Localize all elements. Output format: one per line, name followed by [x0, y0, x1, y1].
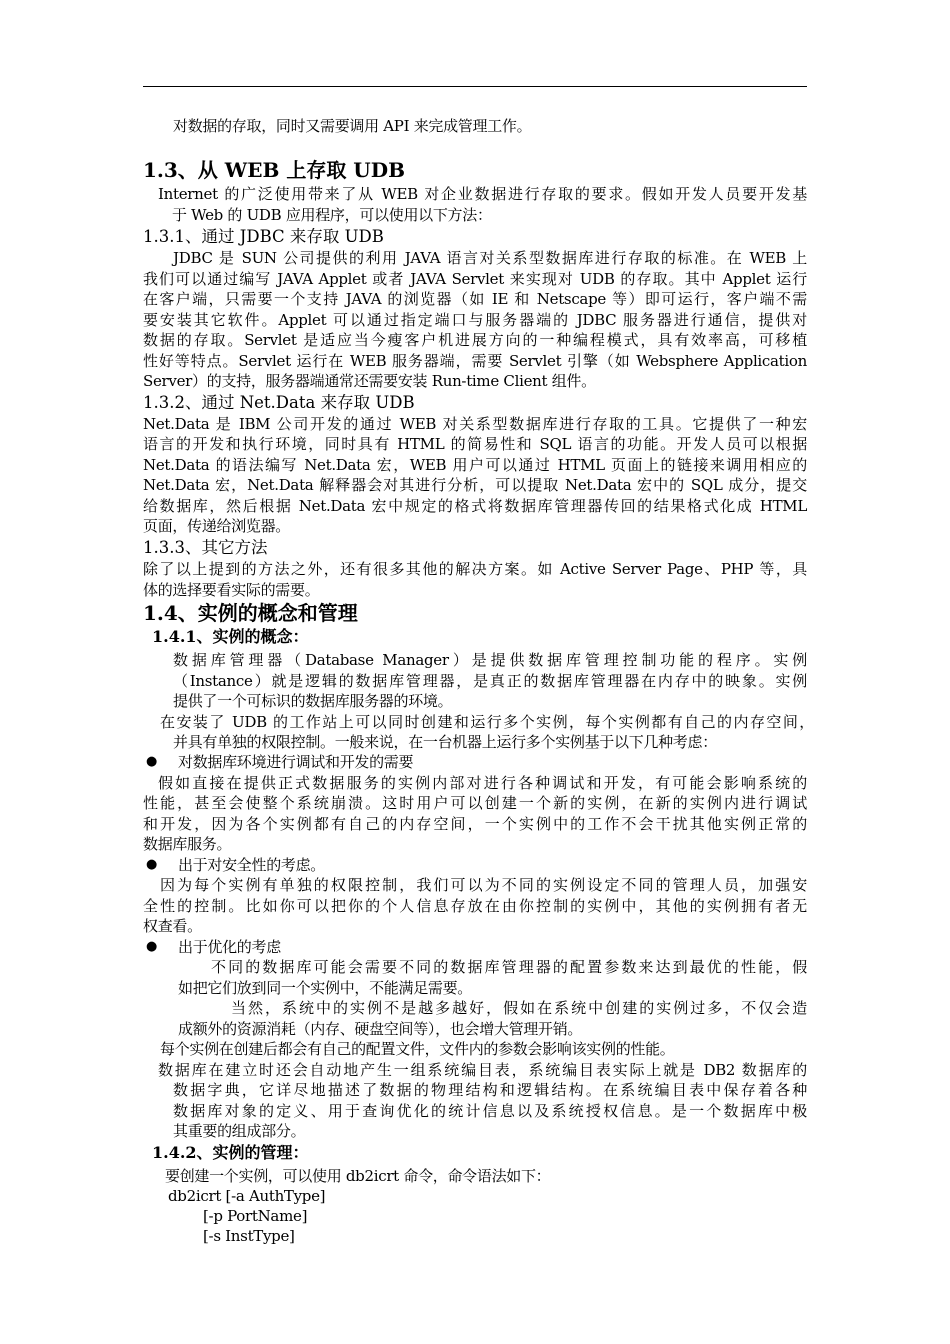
other-methods-line: 除了以上提到的方法之外，还有很多其他的解决方案。如 Active Server Page、PHP 等，具: [143, 560, 807, 578]
section-1-3-2-heading: 1.3.2、通过 Net.Data 来存取 UDB: [143, 393, 415, 412]
bullet-body-line: 假如直接在提供正式数据服务的实例内部对进行各种调试和开发，有可能会影响系统的: [158, 774, 807, 792]
instance-def-line: （Instance）就是逻辑的数据库管理器，是真正的数据库管理器在内存中的映象。实例: [173, 672, 807, 690]
jdbc-para-line: 数据的存取。Servlet 是适应当今瘦客户机进展方向的一种编程模式，具有效率高，可移植: [143, 331, 807, 349]
command-line: [-p PortName]: [203, 1207, 308, 1225]
bullet-body-line: 因为每个实例有单独的权限控制，我们可以为不同的实例设定不同的管理人员，加强安: [160, 876, 807, 894]
header-rule: [143, 86, 807, 87]
bullet-icon: ●: [146, 857, 158, 872]
bullet-body-line: 全性的控制。比如你可以把你的个人信息存放在由你控制的实例中，其他的实例拥有者无: [143, 897, 807, 915]
bullet-body-line: 当然，系统中的实例不是越多越好，假如在系统中创建的实例过多，不仅会造: [231, 999, 807, 1017]
sec13-para-line: 于 Web 的 UDB 应用程序，可以使用以下方法：: [172, 206, 492, 224]
command-line: db2icrt [-a AuthType]: [168, 1187, 326, 1205]
catalog-line: 数据库在建立时还会自动地产生一组系统编目表，系统编目表实际上就是 DB2 数据库的: [158, 1061, 807, 1079]
bullet-body-line: 如把它们放到同一个实例中，不能满足需要。: [178, 979, 473, 997]
section-1-4-heading: 1.4、实例的概念和管理: [143, 601, 358, 625]
bullet-body-line: 成额外的资源消耗（内存、硬盘空间等），也会增大管理开销。: [178, 1020, 583, 1038]
other-methods-line: 体的选择要看实际的需要。: [143, 581, 320, 599]
bullet-body-line: 性能，甚至会使整个系统崩溃。这时用户可以创建一个新的实例，在新的实例内进行调试: [143, 794, 807, 812]
sec13-para-line: Internet 的广泛使用带来了从 WEB 对企业数据进行存取的要求。假如开发人员要开发基: [158, 185, 807, 203]
catalog-line: 数据库对象的定义、用于查询优化的统计信息以及系统授权信息。是一个数据库中极: [173, 1102, 807, 1120]
instance-def-line: 提供了一个可标识的数据库服务器的环境。: [173, 692, 453, 710]
intro-line: 对数据的存取，同时又需要调用 API 来完成管理工作。: [173, 117, 532, 135]
multi-instance-line: 在安装了 UDB 的工作站上可以同时创建和运行多个实例，每个实例都有自己的内存空间，: [160, 713, 814, 731]
section-1-3-1-heading: 1.3.1、通过 JDBC 来存取 UDB: [143, 227, 384, 246]
jdbc-para-line: Server）的支持，服务器端通常还需要安装 Run-time Client 组件。: [143, 372, 596, 390]
bullet-title: 出于优化的考虑: [178, 938, 281, 956]
bullet-body-line: 权查看。: [143, 917, 202, 935]
bullet-body-line: 数据库服务。: [143, 835, 232, 853]
netdata-para-line: 页面，传递给浏览器。: [143, 517, 291, 535]
multi-instance-line: 并具有单独的权限控制。一般来说，在一台机器上运行多个实例基于以下几种考虑：: [173, 733, 717, 751]
jdbc-para-line: JDBC 是 SUN 公司提供的利用 JAVA 语言对关系型数据库进行存取的标准。在 WEB 上: [173, 249, 807, 267]
jdbc-para-line: 在客户端，只需要一个支持 JAVA 的浏览器（如 IE 和 Netscape 等）即可运行，客户端不需: [143, 290, 807, 308]
config-file-line: 每个实例在创建后都会有自己的配置文件，文件内的参数会影响该实例的性能。: [160, 1040, 675, 1058]
section-1-3-3-heading: 1.3.3、其它方法: [143, 538, 268, 557]
bullet-body-line: 不同的数据库可能会需要不同的数据库管理器的配置参数来达到最优的性能，假: [211, 958, 807, 976]
section-1-3-heading: 1.3、从 WEB 上存取 UDB: [143, 158, 405, 182]
command-line: [-s InstType]: [203, 1227, 295, 1245]
db2icrt-intro: 要创建一个实例，可以使用 db2icrt 命令，命令语法如下：: [165, 1167, 551, 1185]
bullet-icon: ●: [146, 754, 158, 769]
catalog-line: 数据字典，它详尽地描述了数据的物理结构和逻辑结构。在系统编目表中保存着各种: [173, 1081, 807, 1099]
section-1-4-2-heading: 1.4.2、实例的管理：: [152, 1143, 309, 1162]
jdbc-para-line: 要安装其它软件。Applet 可以通过指定端口与服务器端的 JDBC 服务器进行通信，提供对: [143, 311, 807, 329]
netdata-para-line: Net.Data 宏，Net.Data 解释器会对其进行分析，可以提取 Net.Data 宏中的 SQL 成分，提交: [143, 476, 807, 494]
bullet-body-line: 和开发，因为各个实例都有自己的内存空间，一个实例中的工作不会干扰其他实例正常的: [143, 815, 807, 833]
instance-def-line: 数据库管理器（Database Manager）是提供数据库管理控制功能的程序。实例: [173, 651, 807, 669]
section-1-4-1-heading: 1.4.1、实例的概念：: [152, 627, 309, 646]
netdata-para-line: 给数据库，然后根据 Net.Data 宏中规定的格式将数据库管理器传回的结果格式化成 HTML: [143, 497, 807, 515]
netdata-para-line: Net.Data 是 IBM 公司开发的通过 WEB 对关系型数据库进行存取的工具。它提供了一种宏: [143, 415, 807, 433]
netdata-para-line: Net.Data 的语法编写 Net.Data 宏，WEB 用户可以通过 HTML 页面上的链接来调用相应的: [143, 456, 807, 474]
bullet-title: 出于对安全性的考虑。: [178, 856, 326, 874]
netdata-para-line: 语言的开发和执行环境，同时具有 HTML 的简易性和 SQL 语言的功能。开发人员可以根据: [143, 435, 807, 453]
jdbc-para-line: 我们可以通过编写 JAVA Applet 或者 JAVA Servlet 来实现对 UDB 的存取。其中 Applet 运行: [143, 270, 807, 288]
bullet-icon: ●: [146, 939, 158, 954]
bullet-title: 对数据库环境进行调试和开发的需要: [178, 753, 414, 771]
jdbc-para-line: 性好等特点。Servlet 运行在 WEB 服务器端，需要 Servlet 引擎（如 Websphere Application: [143, 352, 807, 370]
catalog-line: 其重要的组成部分。: [173, 1122, 306, 1140]
